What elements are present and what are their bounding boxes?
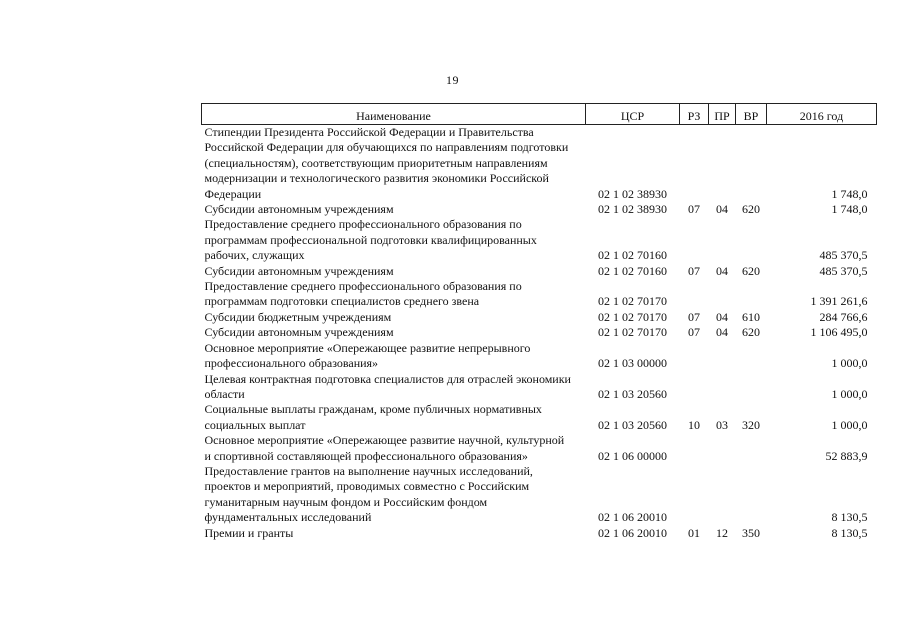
row-csr: 02 1 03 20560 — [598, 417, 667, 432]
row-vr: 320 — [742, 417, 760, 432]
row-csr: 02 1 02 70160 — [598, 248, 667, 263]
row-pr — [709, 341, 736, 372]
row-rz: 07 — [688, 309, 700, 324]
table-row — [202, 202, 877, 217]
table-row — [202, 125, 877, 203]
row-csr: 02 1 02 70170 — [598, 294, 667, 309]
table-row — [202, 217, 877, 263]
table-row — [202, 279, 877, 310]
row-name: Субсидии автономным учреждениям — [204, 263, 394, 278]
row-csr: 02 1 06 20010 — [598, 525, 667, 540]
table-header — [202, 104, 877, 125]
row-amount: 485 370,5 — [819, 248, 868, 263]
row-vr — [736, 217, 767, 263]
row-rz: 10 — [688, 417, 700, 432]
row-name: Субсидии автономным учреждениям — [204, 325, 394, 340]
row-name: Предоставление грантов на выполнение научных исследований, проектов и мероприятий, проводимых совместно с Российским гуманитарным научным фондом и Российским фондом фундаментальных исследований — [204, 463, 533, 525]
row-name: Основное мероприятие «Опережающее развитие научной, культурной и спортивной составляющей профессионального образования» — [204, 433, 565, 463]
row-pr: 12 — [716, 525, 728, 540]
row-rz — [680, 279, 709, 310]
row-rz — [680, 341, 709, 372]
row-amount: 1 000,0 — [831, 356, 868, 371]
row-pr — [709, 464, 736, 526]
row-amount: 8 130,5 — [831, 525, 868, 540]
table-body — [202, 125, 877, 541]
row-pr: 04 — [716, 263, 728, 278]
header-name: Наименование — [202, 104, 586, 125]
row-csr: 02 1 06 20010 — [598, 510, 667, 525]
row-rz — [680, 125, 709, 203]
row-amount: 1 000,0 — [831, 386, 868, 401]
table-row — [202, 325, 877, 340]
table-row — [202, 264, 877, 279]
table-row — [202, 310, 877, 325]
row-csr: 02 1 03 00000 — [598, 356, 667, 371]
row-csr: 02 1 02 38930 — [598, 202, 667, 217]
row-name: Социальные выплаты гражданам, кроме публичных нормативных социальных выплат — [204, 402, 542, 432]
header-year: 2016 год — [767, 104, 877, 125]
row-name: Основное мероприятие «Опережающее развитие непрерывного профессионального образования» — [204, 340, 531, 371]
row-vr — [736, 279, 767, 310]
row-name: Предоставление среднего профессионального образования по программам подготовки специалистов среднего звена — [204, 279, 522, 309]
row-name: Субсидии автономным учреждениям — [204, 202, 394, 217]
row-name: Стипендии Президента Российской Федерации и Правительства Российской Федерации для обучающихся по направлениям подготовки (специальностям), соответствующим приоритетным направлениям модернизации и технологического развития экономики Российской Федерации — [204, 125, 569, 201]
row-pr — [709, 279, 736, 310]
row-name: Предоставление среднего профессионального образования по программам профессиональной подготовки квалифицированных рабочих, служащих — [204, 217, 537, 263]
row-amount: 1 000,0 — [831, 417, 868, 432]
row-vr — [736, 433, 767, 464]
page-number: 19 — [446, 73, 459, 87]
row-rz — [680, 372, 709, 403]
row-amount: 1 748,0 — [831, 202, 868, 217]
row-name: Субсидии бюджетным учреждениям — [204, 309, 392, 324]
row-csr: 02 1 02 70170 — [598, 309, 667, 324]
table-row — [202, 433, 877, 464]
row-name: Целевая контрактная подготовка специалистов для отраслей экономики области — [204, 371, 571, 401]
row-rz: 01 — [688, 525, 700, 540]
header-row — [202, 104, 877, 125]
row-pr — [709, 433, 736, 464]
budget-table — [201, 103, 877, 541]
header-rz: РЗ — [680, 104, 709, 125]
row-vr — [736, 341, 767, 372]
row-vr: 620 — [742, 263, 760, 278]
table-row — [202, 372, 877, 403]
row-amount: 8 130,5 — [831, 510, 868, 525]
table-row — [202, 402, 877, 433]
table-row — [202, 464, 877, 526]
header-csr: ЦСР — [586, 104, 680, 125]
row-pr: 04 — [716, 309, 728, 324]
row-csr: 02 1 02 70170 — [598, 325, 667, 340]
row-csr: 02 1 06 00000 — [598, 448, 667, 463]
row-csr: 02 1 02 70160 — [598, 263, 667, 278]
row-vr — [736, 125, 767, 203]
row-pr — [709, 217, 736, 263]
row-csr: 02 1 02 38930 — [598, 186, 667, 201]
row-amount: 1 391 261,6 — [810, 294, 868, 309]
row-rz — [680, 217, 709, 263]
row-amount: 1 106 495,0 — [810, 325, 868, 340]
header-pr: ПР — [709, 104, 736, 125]
row-vr — [736, 372, 767, 403]
table-row — [202, 341, 877, 372]
row-amount: 284 766,6 — [819, 309, 868, 324]
row-amount: 485 370,5 — [819, 263, 868, 278]
row-rz: 07 — [688, 263, 700, 278]
row-pr — [709, 372, 736, 403]
row-name: Премии и гранты — [204, 525, 294, 540]
row-vr: 350 — [742, 525, 760, 540]
row-rz: 07 — [688, 202, 700, 217]
row-pr: 04 — [716, 202, 728, 217]
row-pr: 03 — [716, 417, 728, 432]
row-amount: 52 883,9 — [825, 448, 868, 463]
row-pr — [709, 125, 736, 203]
table-row — [202, 526, 877, 541]
row-vr: 620 — [742, 202, 760, 217]
row-rz: 07 — [688, 325, 700, 340]
row-vr: 620 — [742, 325, 760, 340]
row-csr: 02 1 03 20560 — [598, 386, 667, 401]
row-rz — [680, 464, 709, 526]
row-amount: 1 748,0 — [831, 186, 868, 201]
row-pr: 04 — [716, 325, 728, 340]
row-rz — [680, 433, 709, 464]
row-vr — [736, 464, 767, 526]
row-vr: 610 — [742, 309, 760, 324]
header-vr: ВР — [736, 104, 767, 125]
